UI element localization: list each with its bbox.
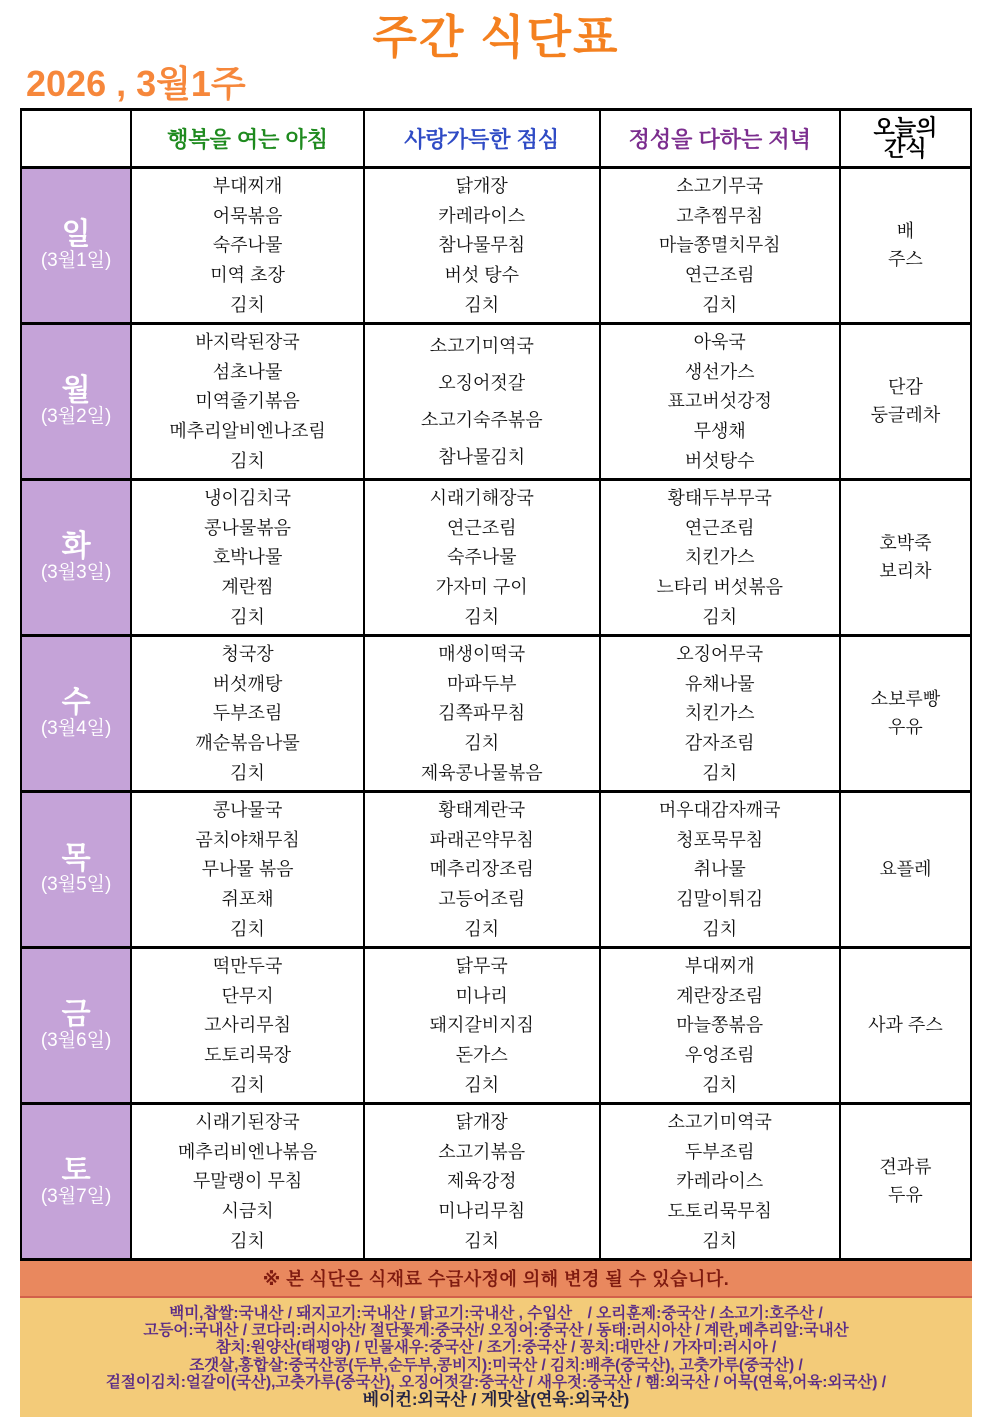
menu-item: 마늘쫑멸치무침 [658,235,781,256]
day-label-cell [21,324,131,480]
breakfast-menu-cell [131,324,364,480]
menu-item: 제육콩나물볶음 [420,763,543,784]
menu-item: 메추리장조림 [429,859,534,880]
dinner-menu-cell [600,636,840,792]
menu-item: 미나리 [455,985,508,1006]
menu-item: 콩나물볶음 [204,517,292,538]
column-header-day: 구분 [21,110,131,168]
weekly-menu-table [20,108,972,1261]
menu-item: 닭무국 [455,955,508,976]
dinner-menu-cell [600,480,840,636]
menu-item: 오징어젓갈 [438,372,526,393]
snack-item: 보리차 [879,560,932,581]
menu-item: 소고기볶음 [438,1141,526,1162]
day-row-수 [21,636,971,792]
menu-item: 김치 [464,607,500,628]
menu-item: 김치 [230,1075,265,1096]
menu-item: 고추찜무침 [676,205,764,226]
day-row-일 [21,168,971,324]
menu-item: 참나물무침 [438,235,526,256]
menu-item: 소고기미역국 [429,335,534,356]
snack-cell [840,324,971,480]
day-date: (3월3일) [40,561,112,583]
day-date: (3월2일) [40,405,112,427]
menu-item: 버섯깨탕 [212,673,283,694]
lunch-menu-cell [364,324,600,480]
menu-item: 소고기미역국 [667,1111,772,1132]
breakfast-menu-cell [131,636,364,792]
menu-item: 버섯탕수 [684,451,755,472]
dinner-menu-cell [600,948,840,1104]
menu-item: 돼지갈비지짐 [429,1015,534,1036]
snack-item: 주스 [888,248,923,269]
menu-item: 김치 [230,1231,265,1252]
snack-cell [840,1104,971,1260]
day-row-목 [21,792,971,948]
menu-item: 김치 [702,763,738,784]
menu-item: 두부조림 [212,703,283,724]
menu-item: 호박나물 [212,547,283,568]
menu-item: 연근조림 [684,517,755,538]
menu-item: 치킨가스 [684,703,755,724]
menu-item: 쥐포채 [221,889,274,910]
menu-item: 김치 [464,919,500,940]
lunch-menu-cell [364,168,600,324]
menu-item: 부대찌개 [212,175,283,196]
menu-item: 김치 [230,919,265,940]
day-name: 화 [61,529,91,563]
menu-item: 김치 [702,295,738,316]
origin-line: 백미,찹쌀:국내산 / 돼지고기:국내산 / 닭고기:국내산 , 수입산 / 오리훈제:중국산 / 소고기:호주산 / [169,1305,823,1323]
menu-item: 고사리무침 [204,1015,292,1036]
menu-item: 김치 [230,451,265,472]
lunch-menu-cell [364,480,600,636]
day-row-금 [21,948,971,1104]
snack-item: 사과 주스 [868,1014,943,1035]
menu-item: 섬초나물 [212,361,283,382]
menu-item: 두부조림 [684,1141,755,1162]
menu-item: 무나물 볶음 [201,859,294,880]
day-label-cell [21,1104,131,1260]
dinner-menu-cell [600,1104,840,1260]
menu-item: 파래곤약무침 [429,829,534,850]
day-name: 목 [61,841,91,875]
menu-item: 깨순볶음나물 [195,733,300,754]
menu-item: 도토리묵무침 [667,1201,772,1222]
notice-text: ※ 본 식단은 식재료 수급사정에 의해 변경 될 수 있습니다. [262,1269,730,1290]
day-date: (3월6일) [40,1029,112,1051]
day-date: (3월1일) [40,249,112,271]
column-header-lunch: 사랑가득한 점심 [364,110,600,168]
menu-item: 느타리 버섯볶음 [656,577,784,598]
day-label-cell [21,792,131,948]
menu-item: 표고버섯강정 [667,391,772,412]
menu-item: 메추리비엔나볶음 [178,1141,318,1162]
menu-item: 연근조림 [684,265,755,286]
column-header-breakfast: 행복을 여는 아침 [131,110,364,168]
menu-item: 참나물김치 [438,447,526,468]
page-title: 주간 식단표 [372,11,620,63]
menu-item: 시금치 [221,1201,274,1222]
origin-info-band [20,1298,972,1417]
menu-item: 닭개장 [455,1111,508,1132]
menu-item: 김치 [702,1075,738,1096]
menu-item: 가자미 구이 [435,577,528,598]
origin-line: 고등어:국내산 / 코다리:러시아산/ 절단꽃게:중국산/ 오징어:중국산 / 동태:러시아산 / 계란,메추리알:국내산 [143,1322,849,1340]
column-header-snack: 오늘의 간식 [840,110,971,168]
menu-item: 김치 [702,607,738,628]
menu-item: 치킨가스 [684,547,755,568]
menu-item: 연근조림 [446,517,517,538]
menu-item: 제육강정 [446,1171,517,1192]
day-row-화 [21,480,971,636]
lunch-menu-cell [364,948,600,1104]
snack-item: 우유 [888,716,923,737]
menu-item: 김치 [230,763,265,784]
day-label-cell [21,636,131,792]
menu-item: 부대찌개 [684,955,755,976]
menu-item: 김치 [230,295,265,316]
menu-item: 고등어조림 [438,889,526,910]
column-header-dinner: 정성을 다하는 저녁 [600,110,840,168]
menu-item: 김말이튀김 [676,889,764,910]
notice-band [20,1261,972,1298]
menu-item: 김치 [702,919,738,940]
menu-item: 생선가스 [684,361,755,382]
week-label: 2026 , 3월1주 [26,62,246,104]
lunch-menu-cell [364,1104,600,1260]
snack-item: 두유 [888,1184,923,1205]
day-date: (3월7일) [40,1185,112,1207]
menu-item: 닭개장 [455,175,508,196]
day-label-cell [21,480,131,636]
menu-item: 머우대감자깨국 [658,799,781,820]
menu-item: 황태계란국 [438,799,526,820]
snack-cell [840,168,971,324]
menu-item: 취나물 [693,859,746,880]
menu-item: 숙주나물 [446,547,517,568]
menu-item: 무말랭이 무침 [192,1171,303,1192]
day-row-월 [21,324,971,480]
snack-cell [840,948,971,1104]
snack-cell [840,480,971,636]
menu-item: 미역 초장 [210,265,285,286]
menu-item: 김치 [464,1075,500,1096]
snack-item: 견과류 [879,1157,932,1177]
snack-cell [840,792,971,948]
menu-item: 버섯 탕수 [444,265,520,286]
menu-item: 계란찜 [221,577,274,598]
menu-item: 청포묵무침 [676,829,764,850]
origin-line: 참치:원양산(태평양) / 민물새우:중국산 / 조기:중국산 / 꽁치:대만산 / 가자미:러시아 / [215,1339,777,1357]
day-name: 금 [61,997,91,1031]
day-date: (3월5일) [40,873,112,895]
menu-item: 김치 [230,607,265,628]
day-date: (3월4일) [40,717,112,739]
snack-item: 단감 [888,377,923,397]
menu-item: 김치 [464,295,500,316]
origin-line: 겉절이김치:얼갈이(국산),고춧가루(중국산), 오징어젓갈:중국산 / 새우젓:중국산 / 햄:외국산 / 어묵(연육,어육:외국산) / [105,1373,887,1391]
menu-item: 소고기무국 [676,175,764,196]
breakfast-menu-cell [131,948,364,1104]
menu-item: 도토리묵장 [204,1045,292,1066]
breakfast-menu-cell [131,792,364,948]
menu-item: 감자조림 [684,733,755,754]
menu-item: 소고기숙주볶음 [420,410,543,431]
menu-item: 카레라이스 [676,1171,764,1192]
menu-item: 미나리무침 [438,1201,526,1222]
menu-item: 매생이떡국 [438,643,526,664]
dinner-menu-cell [600,792,840,948]
snack-cell [840,636,971,792]
day-row-토 [21,1104,971,1260]
menu-item: 카레라이스 [438,205,526,226]
menu-item: 아욱국 [693,331,746,352]
menu-item: 계란장조림 [676,985,764,1006]
menu-item: 메추리알비엔나조림 [169,421,326,442]
menu-item: 마파두부 [446,673,517,694]
day-name: 일 [61,217,91,251]
menu-item: 시래기된장국 [195,1111,300,1132]
snack-item: 둥글레차 [870,404,941,425]
menu-item: 미역줄기볶음 [195,391,300,412]
lunch-menu-cell [364,792,600,948]
menu-item: 콩나물국 [212,799,283,820]
snack-item: 호박죽 [879,533,932,553]
snack-item: 요플레 [879,858,932,879]
lunch-menu-cell [364,636,600,792]
day-name: 토 [61,1153,91,1187]
column-header-row [21,110,971,168]
menu-item: 유채나물 [684,673,755,694]
menu-item: 우엉조림 [684,1045,755,1066]
snack-item: 소보루빵 [870,689,941,709]
menu-item: 김치 [464,1231,500,1252]
menu-item: 청국장 [221,643,274,664]
menu-item: 숙주나물 [212,235,283,256]
menu-item: 김치 [702,1231,738,1252]
menu-item: 냉이김치국 [204,487,292,508]
menu-item: 바지락된장국 [195,331,300,352]
day-label-cell [21,948,131,1104]
menu-item: 떡만두국 [212,955,283,976]
menu-item: 무생채 [693,421,746,442]
snack-item: 배 [896,221,915,241]
day-label-cell [21,168,131,324]
day-name: 수 [61,685,91,719]
menu-item: 김치 [464,733,500,754]
menu-table-body [21,168,971,1260]
origin-line: 베이컨:외국산 / 게맛살(연육:외국산) [362,1389,630,1409]
dinner-menu-cell [600,324,840,480]
menu-item: 단무지 [221,985,274,1006]
breakfast-menu-cell [131,1104,364,1260]
menu-item: 시래기해장국 [429,487,534,508]
breakfast-menu-cell [131,480,364,636]
menu-item: 곰치야채무침 [195,829,300,850]
origin-line: 조갯살,홍합살:중국산콩(두부,순두부,콩비지):미국산 / 김치:배추(중국산), 고춧가루(중국산) / [189,1356,803,1374]
menu-item: 돈가스 [455,1045,508,1066]
menu-item: 어묵볶음 [212,205,283,226]
menu-item: 오징어무국 [676,643,764,664]
day-name: 월 [61,373,91,407]
dinner-menu-cell [600,168,840,324]
menu-item: 마늘쫑볶음 [676,1015,764,1036]
menu-item: 김쪽파무침 [438,703,526,724]
menu-item: 황태두부무국 [667,487,772,508]
breakfast-menu-cell [131,168,364,324]
